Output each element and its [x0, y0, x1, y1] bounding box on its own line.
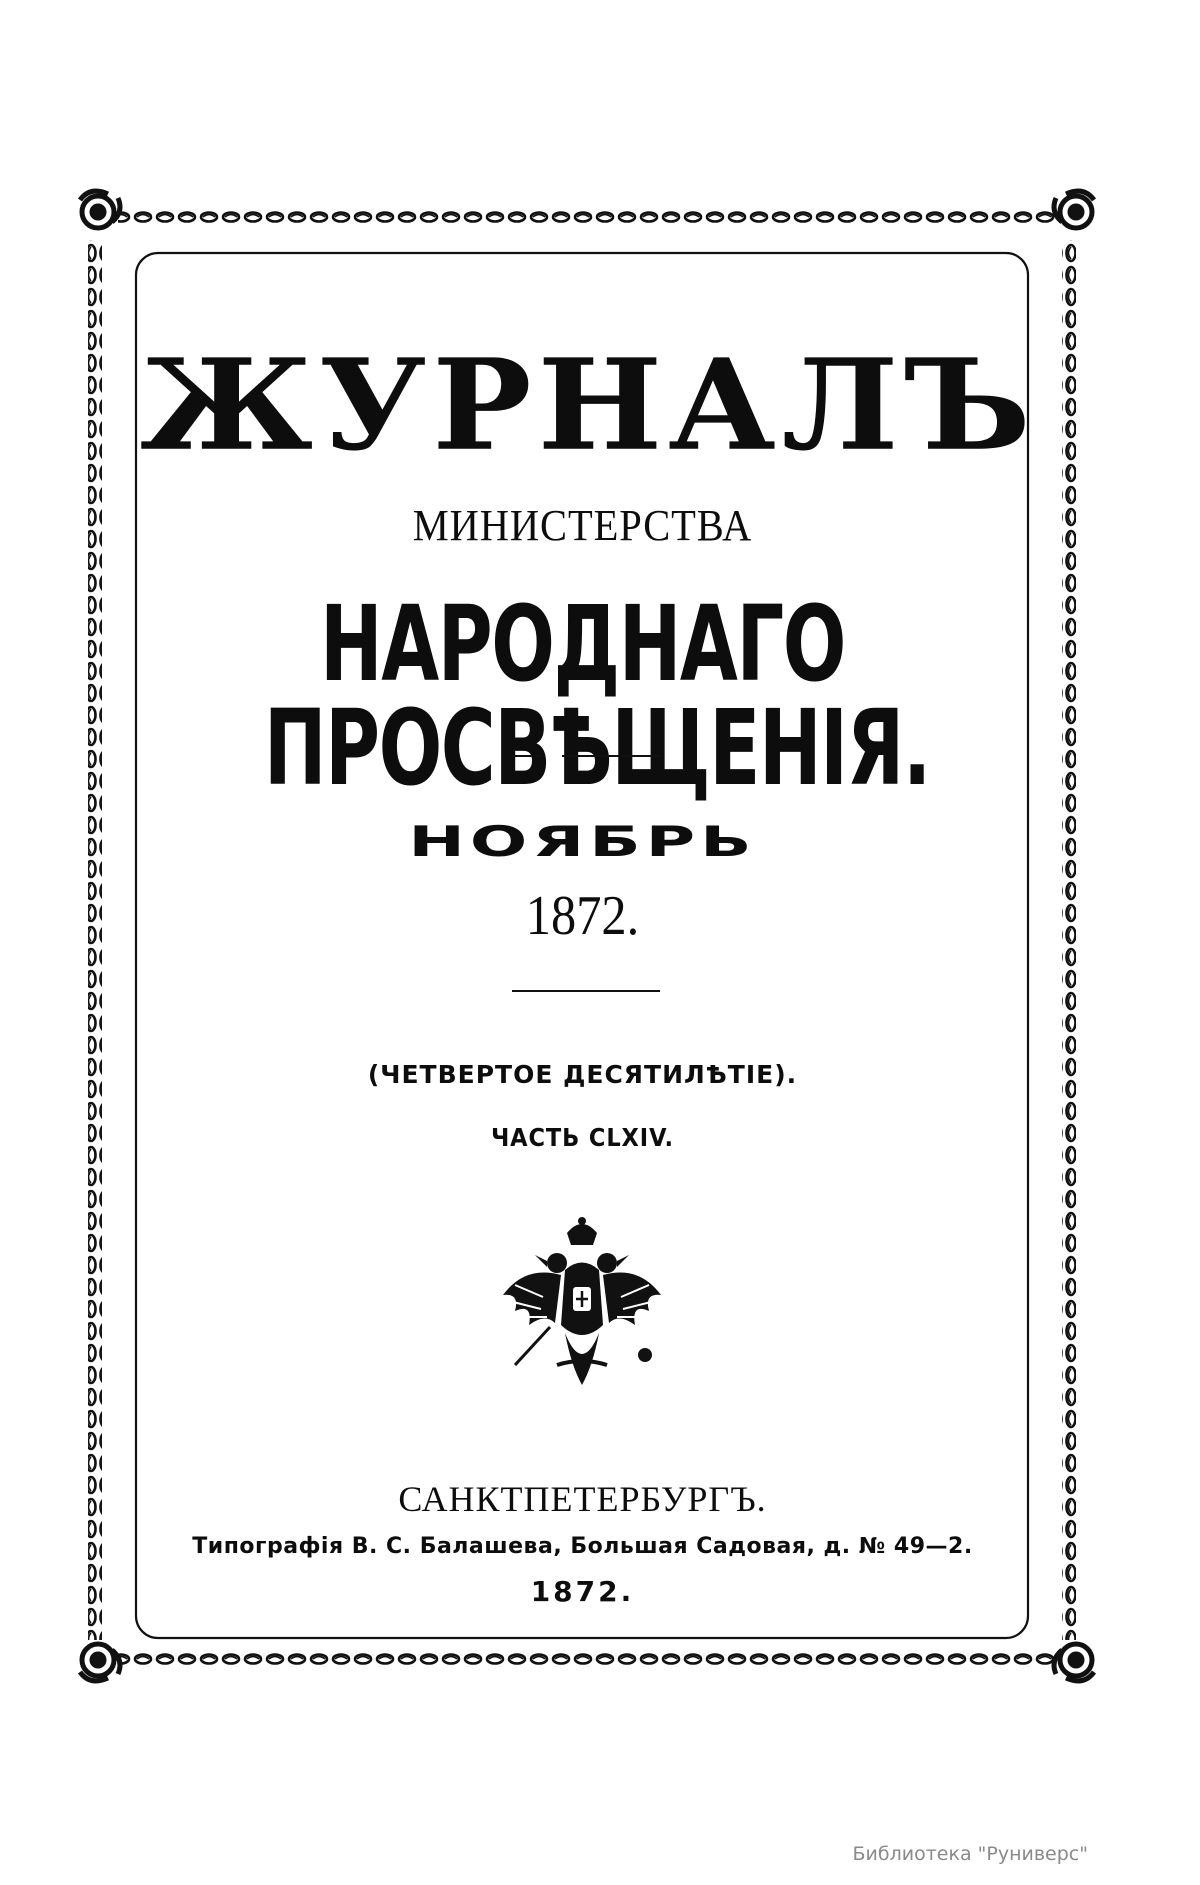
left-chain-border: [88, 240, 102, 1640]
journal-title: ЖУРНАЛЪ: [140, 331, 1037, 480]
issue-year: 1872.: [525, 885, 640, 947]
library-watermark: Библиотека "Руниверс": [852, 1843, 1088, 1865]
imprint-year: 1872.: [530, 1575, 635, 1608]
corner-ornament-top-right: [1054, 191, 1094, 228]
corner-ornament-top-left: [80, 191, 120, 228]
dashed-divider: [512, 755, 660, 757]
issue-month: НОЯБРЬ: [408, 817, 757, 867]
imprint-printer: Типографія В. С. Балашева, Большая Садовая, д. № 49—2.: [192, 1534, 973, 1559]
part-number: ЧАСТЬ CLXIV.: [491, 1123, 674, 1152]
enlightenment-line: НАРОДНАГО ПРОСВѢЩЕНІЯ.: [263, 583, 930, 809]
bottom-chain-border: [118, 1653, 1056, 1667]
ministry-line: МИНИСТЕРСТВА: [412, 501, 753, 550]
corner-ornament-bottom-left: [80, 1644, 120, 1681]
imprint-city: САНКТПЕТЕРБУРГЪ.: [398, 1479, 767, 1519]
corner-ornament-bottom-right: [1054, 1644, 1094, 1681]
decade-line: (ЧЕТВЕРТОЕ ДЕСЯТИЛѢТІЕ).: [367, 1060, 798, 1089]
solid-divider: [512, 990, 660, 992]
top-chain-border: [118, 210, 1056, 224]
double-headed-eagle-icon: [495, 1215, 670, 1395]
right-chain-border: [1062, 240, 1076, 1640]
